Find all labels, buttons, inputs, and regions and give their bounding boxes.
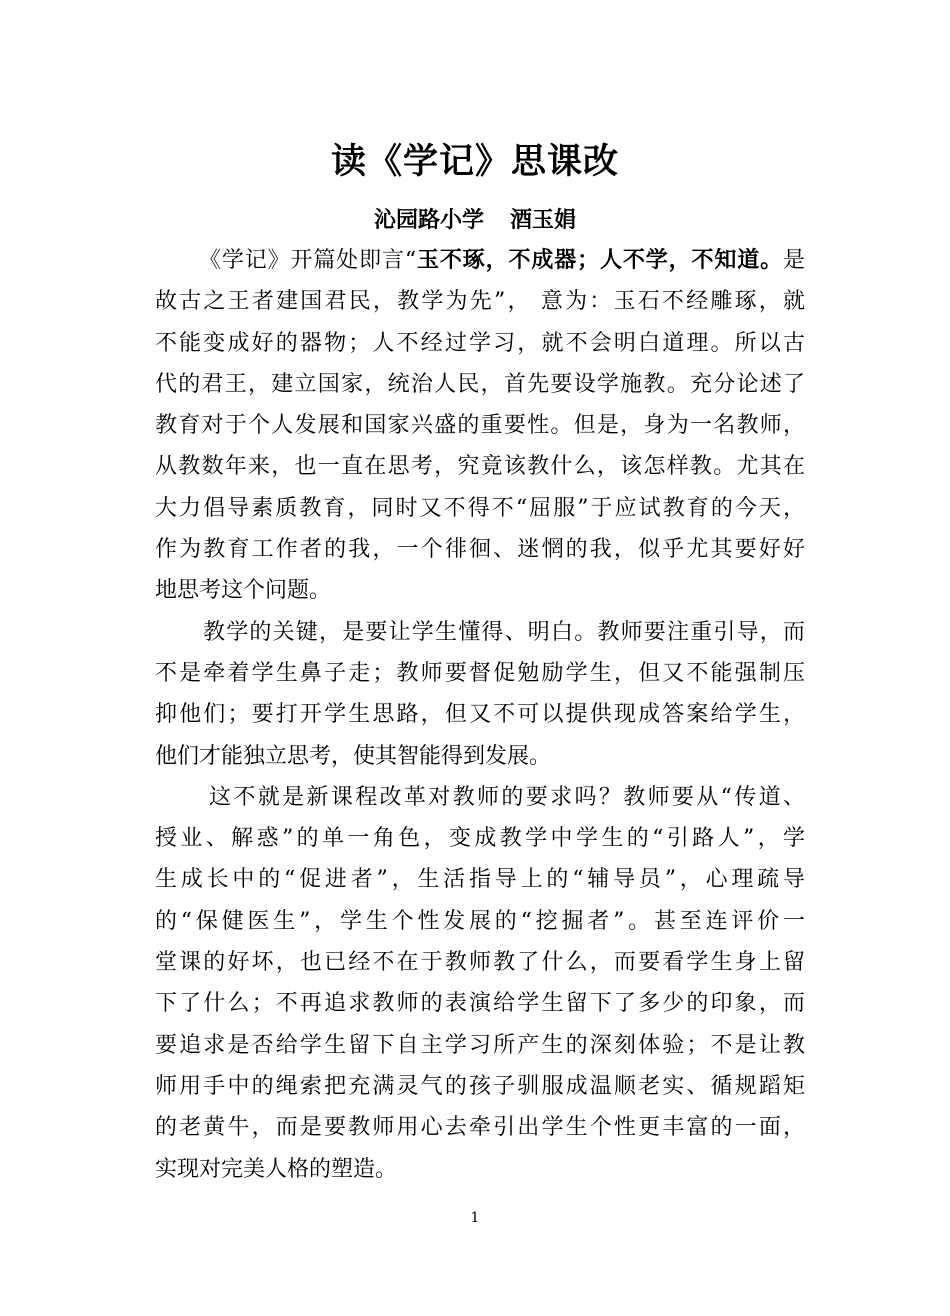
paragraph-line: 抑他们；要打开学生思路，但又不可以提供现成答案给学生， — [155, 702, 805, 728]
text-run: 《学记》开篇处即言“ — [199, 248, 417, 273]
paragraph-line: 不能变成好的器物；人不经过学习，就不会明白道理。所以古 — [155, 330, 805, 356]
author-line — [0, 204, 950, 236]
paragraph-line: 堂课的好坏，也已经不在于教师教了什么，而要看学生身上留 — [155, 950, 805, 976]
author-school: 沁园路小学 — [373, 207, 484, 233]
paragraph-line — [155, 240, 805, 281]
paragraph-2 — [155, 612, 805, 777]
author-name: 酒玉娟 — [510, 207, 577, 233]
paragraph-line: 从教数年来，也一直在思考，究竟该教什么，该怎样教。尤其在 — [155, 454, 805, 480]
paragraph-line: 代的君王，建立国家，统治人民，首先要设学施教。充分论述了 — [155, 371, 805, 397]
paragraph-line: 要追求是否给学生留下自主学习所产生的深刻体验；不是让教 — [155, 1032, 805, 1058]
paragraph-line: 作为教育工作者的我，一个徘徊、迷惘的我，似乎尤其要好好 — [155, 537, 805, 563]
paragraph-line: 故古之王者建国君民，教学为先”， 意为：玉石不经雕琢，就 — [155, 289, 805, 315]
paragraph-line: 教学的关键，是要让学生懂得、明白。教师要注重引导，而 — [203, 619, 805, 645]
paragraph-line: 这不就是新课程改革对教师的要求吗？教师要从“传道、 — [209, 784, 805, 810]
quote-bold: 玉不琢，不成器；人不学，不知道。 — [416, 247, 783, 273]
page-number: 1 — [470, 1210, 480, 1226]
document-body — [155, 240, 805, 1190]
paragraph-line: 的老黄牛，而是要教师用心去牵引出学生个性更丰富的一面， — [155, 1115, 805, 1141]
text-run: 是 — [782, 248, 805, 273]
paragraph-line: 大力倡导素质教育，同时又不得不“屈服”于应试教育的今天， — [155, 495, 805, 521]
paragraph-1 — [155, 240, 805, 612]
paragraph-line: 授业、解惑”的单一角色，变成教学中学生的“引路人”，学 — [155, 826, 805, 852]
paragraph-line: 的“保健医生”，学生个性发展的“挖掘者”。甚至连评价一 — [155, 908, 805, 934]
paragraph-line: 生成长中的“促进者”，生活指导上的“辅导员”，心理疏导 — [155, 867, 805, 893]
paragraph-line: 不是牵着学生鼻子走；教师要督促勉励学生，但又不能强制压 — [155, 660, 805, 686]
paragraph-line: 他们才能独立思考，使其智能得到发展。 — [155, 743, 552, 769]
paragraph-line: 实现对完美人格的塑造。 — [155, 1156, 398, 1182]
paragraph-line: 下了什么；不再追求教师的表演给学生留下了多少的印象，而 — [155, 991, 805, 1017]
paragraph-line: 地思考这个问题。 — [155, 578, 332, 604]
paragraph-line: 教育对于个人发展和国家兴盛的重要性。但是，身为一名教师， — [155, 413, 805, 439]
paragraph-3 — [155, 777, 805, 1190]
document-title: 读《学记》思课改 — [330, 141, 619, 182]
paragraph-line: 师用手中的绳索把充满灵气的孩子驯服成温顺老实、循规蹈矩 — [155, 1073, 805, 1099]
